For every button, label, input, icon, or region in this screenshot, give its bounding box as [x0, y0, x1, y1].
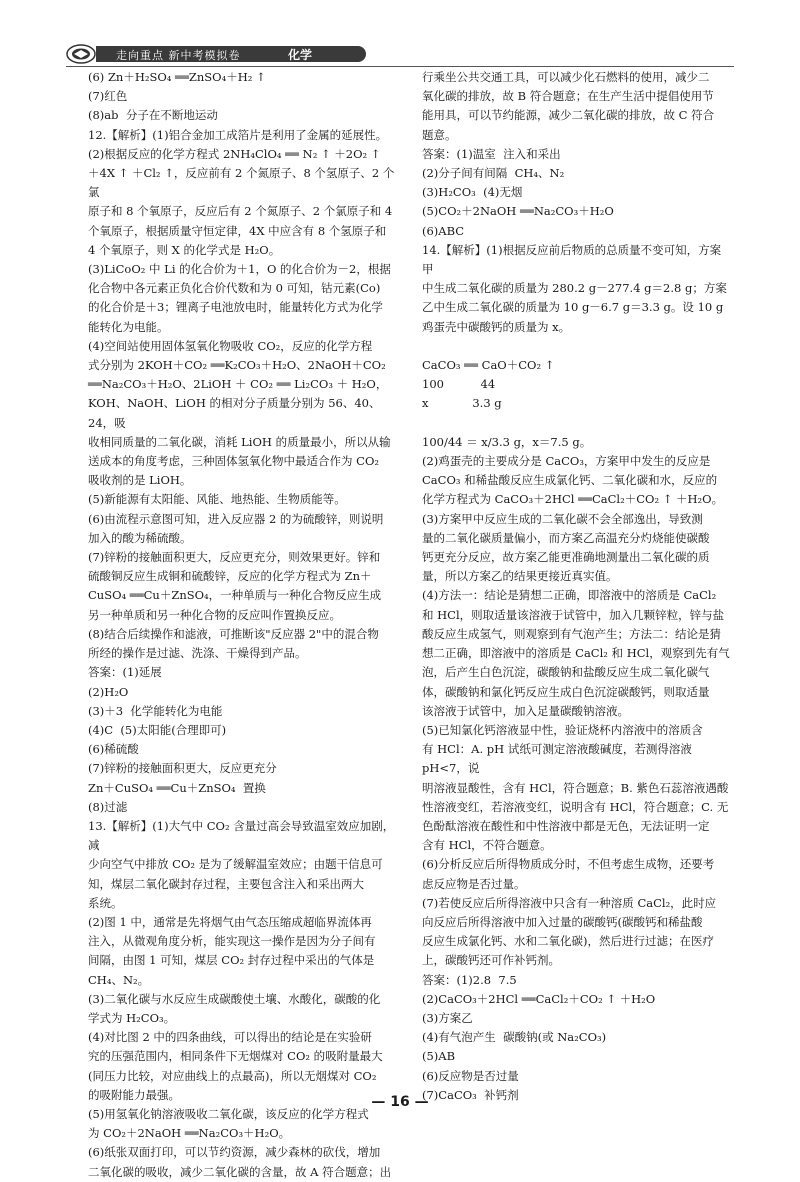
text-line: 答案：(1)温室 注入和采出 — [422, 146, 561, 161]
text-line: 收相同质量的二氧化碳，消耗 LiOH 的质量最小，所以从输 — [88, 434, 391, 449]
text-line: 究的压强范围内，相同条件下无烟煤对 CO₂ 的吸附量最大 — [88, 1049, 383, 1064]
text-line: 氧化碳的排放，故 B 符合题意；在生产生活中提倡使用节 — [422, 89, 714, 104]
text-line — [422, 414, 730, 433]
text-line: (3)方案甲中反应生成的二氧化碳不会全部逸出，导致测 — [422, 511, 703, 526]
text-line: (7)锌粉的接触面积更大，反应更充分，则效果更好。锌和 — [88, 550, 381, 565]
text-line: (3)＋3 化学能转化为电能 — [88, 703, 223, 718]
text-line: 能用具，可以节约能源，减少二氧化碳的排放，故 C 符合 — [422, 108, 715, 123]
text-line: 式分别为 2KOH＋CO₂ ══K₂CO₃＋H₂O、2NaOH＋CO₂ — [88, 358, 386, 373]
text-line: (7)若使反应后所得溶液中只含有一种溶质 CaCl₂，此时应 — [422, 895, 717, 910]
text-line: (4)有气泡产生 碳酸钠(或 Na₂CO₃) — [422, 1030, 607, 1045]
text-line: (5)CO₂＋2NaOH ══Na₂CO₃＋H₂O — [422, 204, 614, 219]
text-line — [422, 337, 730, 356]
text-line: (5)AB — [422, 1049, 456, 1064]
text-line: CuSO₄ ══Cu＋ZnSO₄，一种单质与一种化合物反应生成 — [88, 588, 382, 603]
text-line: 14.【解析】(1)根据反应前后物质的总质量不变可知，方案甲 — [422, 242, 722, 277]
text-line: (4)方法一：结论是猜想二正确，即溶液中的溶质是 CaCl₂ — [422, 588, 717, 603]
text-line: 量，所以方案乙的结果更接近真实值。 — [422, 569, 618, 584]
text-line: (3)H₂CO₃ (4)无烟 — [422, 185, 523, 200]
text-line: 原子和 8 个氧原子，反应后有 2 个氮原子、2 个氯原子和 4 — [88, 204, 393, 219]
text-line: 个氧原子，根据质量守恒定律，4X 中应含有 8 个氢原子和 — [88, 223, 387, 238]
text-line: KOH、NaOH、LiOH 的相对分子质量分别为 56、40、24，吸 — [88, 396, 381, 430]
text-line: 知，煤层二氧化碳封存过程，主要包含注入和采出两大 — [88, 876, 364, 891]
text-line: x 3.3 g — [422, 396, 502, 411]
text-line: 送成本的角度考虑，三种固体氢氧化物中最适合作为 CO₂ — [88, 454, 379, 469]
text-line: (5)用氢氧化钠溶液吸收二氧化碳，该反应的化学方程式 — [88, 1106, 369, 1121]
page-number: — 16 — — [371, 1094, 429, 1110]
text-line: (2)CaCO₃＋2HCl ══CaCl₂＋CO₂ ↑ ＋H₂O — [422, 991, 656, 1006]
text-line: (8)过滤 — [88, 799, 128, 814]
text-line: (3)方案乙 — [422, 1010, 473, 1025]
text-line: 吸收剂的是 LiOH。 — [88, 473, 192, 488]
text-line: 注入，从微观角度分析，能实现这一操作是因为分子间有 — [88, 934, 376, 949]
text-line: (6)反应物是否过量 — [422, 1068, 519, 1083]
subject-label: 化学 — [288, 48, 313, 62]
book-logo-icon — [66, 44, 100, 64]
text-line: (3)二氧化碳与水反应生成碳酸使土壤、水酸化，碳酸的化 — [88, 991, 381, 1006]
text-line: 二氧化碳的吸收，减少二氧化碳的含量，故 A 符合题意；出 — [88, 1164, 392, 1179]
text-line: (6)ABC — [422, 223, 465, 238]
text-line: 泡，后产生白色沉淀，碳酸钠和盐酸反应生成二氧化碳气 — [422, 665, 710, 680]
text-line: ＋4X ↑ ＋Cl₂ ↑，反应前有 2 个氮原子、8 个氢原子、2 个氯 — [88, 166, 395, 200]
text-line: 虑反应物是否过量。 — [422, 876, 526, 891]
text-line: 学式为 H₂CO₃。 — [88, 1010, 176, 1025]
text-line: 所经的操作是过滤、洗涤、干燥得到产品。 — [88, 646, 307, 661]
text-line: (6)分析反应后所得物质成分时，不但考虑生成物，还要考 — [422, 857, 715, 872]
text-line: 鸡蛋壳中碳酸钙的质量为 x。 — [422, 319, 571, 334]
text-line: (2)鸡蛋壳的主要成分是 CaCO₃，方案甲中发生的反应是 — [422, 454, 711, 469]
text-line: (8)ab 分子在不断地运动 — [88, 108, 218, 123]
text-line: 答案：(1)2.8 7.5 — [422, 972, 517, 987]
text-line: 为 CO₂＋2NaOH ══Na₂CO₃＋H₂O。 — [88, 1126, 291, 1141]
text-line: 少向空气中排放 CO₂ 是为了缓解温室效应；由题干信息可 — [88, 857, 383, 872]
text-line: 中生成二氧化碳的质量为 280.2 g－277.4 g＝2.8 g；方案 — [422, 281, 727, 296]
text-line: 的化合价是＋3；锂离子电池放电时，能量转化方式为化学 — [88, 300, 383, 315]
text-line: 体，碳酸钠和氯化钙反应生成白色沉淀碳酸钙，则取适量 — [422, 684, 710, 699]
text-line: 量的二氧化碳质量偏小，而方案乙高温充分灼烧能使碳酸 — [422, 530, 710, 545]
text-line: Zn＋CuSO₄ ══Cu＋ZnSO₄ 置换 — [88, 780, 266, 795]
text-line: 含有 HCl，不符合题意。 — [422, 838, 552, 853]
text-line: 色酚酞溶液在酸性和中性溶液中都是无色，无法证明一定 — [422, 818, 710, 833]
text-line: (4)C (5)太阳能(合理即可) — [88, 722, 227, 737]
text-line: (6)稀硫酸 — [88, 742, 139, 757]
text-line: 该溶液于试管中，加入足量碳酸钠溶液。 — [422, 703, 629, 718]
text-line: 能转化为电能。 — [88, 319, 169, 334]
text-line: (7)锌粉的接触面积更大，反应更充分 — [88, 761, 277, 776]
text-line: (6)纸张双面打印，可以节约资源，减少森林的砍伐，增加 — [88, 1145, 381, 1160]
text-line: (6)由流程示意图可知，进入反应器 2 的为硫酸锌，则说明 — [88, 511, 384, 526]
text-line: CaCO₃ ══ CaO＋CO₂ ↑ — [422, 358, 555, 373]
text-line: 12.【解析】(1)铝合金加工成箔片是利用了金属的延展性。 — [88, 127, 388, 142]
header-rule — [66, 66, 734, 67]
text-line: (2)根据反应的化学方程式 2NH₄ClO₄ ══ N₂ ↑ ＋2O₂ ↑ — [88, 146, 381, 161]
text-line: 加入的酸为稀硫酸。 — [88, 530, 192, 545]
text-line: 100 44 — [422, 377, 496, 392]
text-line: 明溶液显酸性，含有 HCl，符合题意；B. 紫色石蕊溶液遇酸 — [422, 780, 729, 795]
text-line: (7)CaCO₃ 补钙剂 — [422, 1087, 519, 1102]
text-line: 题意。 — [422, 127, 457, 142]
text-line: 乙中生成二氧化碳的质量为 10 g－6.7 g＝3.3 g。设 10 g — [422, 300, 724, 315]
text-line: 化学方程式为 CaCO₃＋2HCl ══CaCl₂＋CO₂ ↑ ＋H₂O。 — [422, 492, 724, 507]
text-line: 上，碳酸钙还可作补钙剂。 — [422, 953, 560, 968]
text-line: (2)分子间有间隔 CH₄、N₂ — [422, 166, 565, 181]
text-line: 性溶液变红，若溶液变红，说明含有 HCl，符合题意；C. 无 — [422, 799, 729, 814]
text-line: CH₄、N₂。 — [88, 972, 150, 987]
text-line: (4)空间站使用固体氢氧化物吸收 CO₂，反应的化学方程 — [88, 338, 373, 353]
text-line: ══Na₂CO₃＋H₂O、2LiOH ＋ CO₂ ══ Li₂CO₃ ＋ H₂O， — [88, 377, 388, 392]
text-line: 100/44 ＝ x/3.3 g，x＝7.5 g。 — [422, 434, 592, 449]
text-line: (2)H₂O — [88, 684, 129, 699]
text-line: 反应生成氯化钙、水和二氧化碳)，然后进行过滤；在医疗 — [422, 934, 714, 949]
text-line: (6) Zn＋H₂SO₄ ══ZnSO₄＋H₂ ↑ — [88, 70, 266, 84]
text-line: 的吸附能力最强。 — [88, 1087, 180, 1102]
page-header — [66, 44, 366, 64]
right-column — [422, 68, 730, 1105]
text-line: 化合物中各元素正负化合价代数和为 0 可知，钴元素(Co) — [88, 281, 381, 296]
text-line: 间隔，由图 1 可知，煤层 CO₂ 封存过程中采出的气体是 — [88, 953, 375, 968]
text-line: 有 HCl：A. pH 试纸可测定溶液酸碱度，若测得溶液 pH<7，说 — [422, 742, 696, 776]
series-title: 走向重点 新中考模拟卷 — [116, 49, 241, 62]
text-line: (2)图 1 中，通常是先将烟气由气态压缩成超临界流体再 — [88, 914, 372, 929]
text-line: 钙更充分反应，故方案乙能更准确地测量出二氧化碳的质 — [422, 550, 710, 565]
text-line: (5)已知氯化钙溶液显中性，验证烧杯内溶液中的溶质含 — [422, 722, 703, 737]
text-line: 和 HCl，则取适量该溶液于试管中，加入几颗锌粒，锌与盐 — [422, 607, 725, 622]
text-line: 想二正确，即溶液中的溶质是 CaCl₂ 和 HCl，观察到先有气 — [422, 646, 730, 661]
text-line: 答案：(1)延展 — [88, 665, 162, 680]
text-line: (5)新能源有太阳能、风能、地热能、生物质能等。 — [88, 492, 346, 507]
text-line: (3)LiCoO₂ 中 Li 的化合价为＋1，O 的化合价为－2，根据 — [88, 262, 391, 277]
text-line: 系统。 — [88, 895, 123, 910]
text-line: 向反应后所得溶液中加入过量的碳酸钙(碳酸钙和稀盐酸 — [422, 914, 703, 929]
text-line: (7)红色 — [88, 89, 128, 104]
left-column — [88, 68, 404, 1182]
text-line: 另一种单质和另一种化合物的反应叫作置换反应。 — [88, 607, 341, 622]
text-line: 4 个氧原子，则 X 的化学式是 H₂O。 — [88, 242, 281, 257]
text-line: 行乘坐公共交通工具，可以减少化石燃料的使用，减少二 — [422, 70, 710, 84]
text-line: CaCO₃ 和稀盐酸反应生成氯化钙、二氧化碳和水，反应的 — [422, 473, 718, 488]
text-line: 硫酸铜反应生成铜和硫酸锌，反应的化学方程式为 Zn＋ — [88, 569, 372, 584]
text-line: (同压力比较，对应曲线上的点最高)，所以无烟煤对 CO₂ — [88, 1068, 377, 1083]
text-line: (4)对比图 2 中的四条曲线，可以得出的结论是在实验研 — [88, 1030, 372, 1045]
text-line: (8)结合后续操作和滤液，可推断该"反应器 2"中的混合物 — [88, 626, 379, 641]
text-line: 13.【解析】(1)大气中 CO₂ 含量过高会导致温室效应加剧，减 — [88, 818, 395, 853]
text-line: 酸反应生成氢气，则观察到有气泡产生；方法二：结论是猜 — [422, 626, 721, 641]
